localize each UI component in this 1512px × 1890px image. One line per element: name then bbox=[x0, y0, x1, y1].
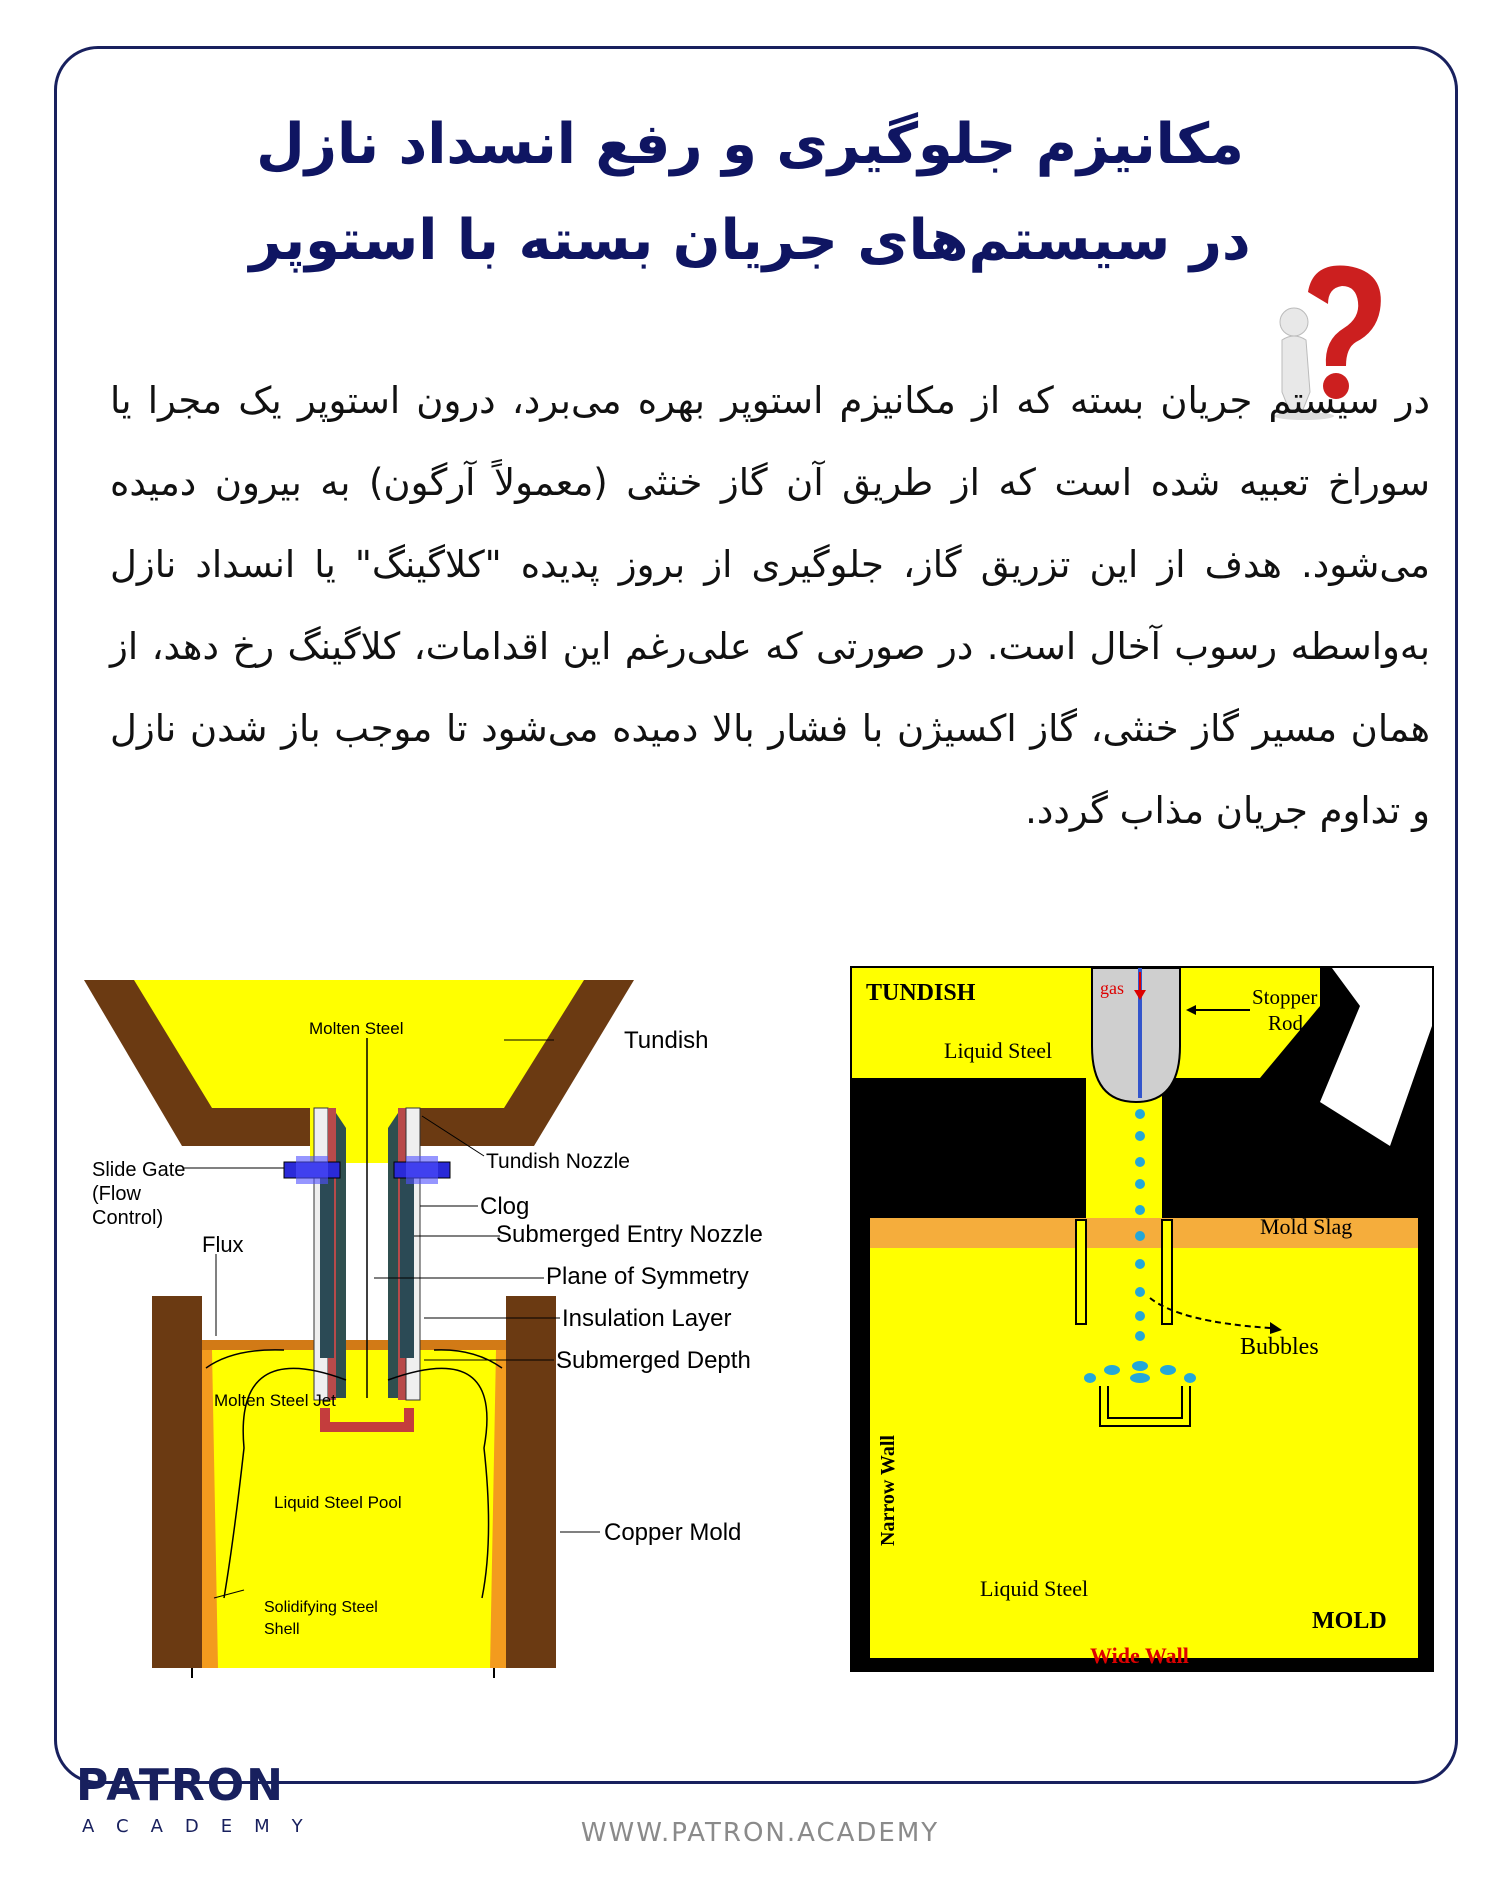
label-slide-gate: Slide Gate bbox=[92, 1159, 186, 1181]
website-url[interactable]: WWW.PATRON.ACADEMY bbox=[580, 1818, 940, 1848]
label-rod: Rod bbox=[1268, 1011, 1304, 1035]
label-solidifying-shell: Solidifying Steel bbox=[264, 1599, 378, 1616]
label-narrow-wall: Narrow Wall bbox=[877, 1435, 899, 1546]
label-submerged-depth: Submerged Depth bbox=[556, 1347, 751, 1374]
mold-wall-right bbox=[506, 1296, 556, 1668]
body-paragraph: در سیستم جریان بسته که از مکانیزم استوپر بهره می‌برد، درون استوپر یک مجرا یا سوراخ تعبیه شده است که از طریق آن گاز خنثی (معمولاً آرگون) به بیرون دمیده می‌شود. هدف از این تزریق گاز، جلوگیری از بروز پدیده "کلاگینگ" یا انسداد نازل به‌واسطه رسوب آخال است. در صورتی که علی‌رغم این اقدامات، کلاگینگ رخ دهد، از همان مسیر گاز خنثی، گاز اکسیژن با فشار بالا دمیده می‌شود تا موجب باز شدن نازل و تداوم جریان مذاب گردد. bbox=[110, 379, 1430, 832]
flux-layer bbox=[202, 1340, 506, 1350]
label-plane-of-symmetry: Plane of Symmetry bbox=[546, 1263, 749, 1290]
mold-steel bbox=[870, 1248, 1418, 1658]
label-slide-gate-2: (Flow bbox=[92, 1183, 141, 1205]
label-tundish: Tundish bbox=[624, 1027, 709, 1054]
label-tundish-nozzle: Tundish Nozzle bbox=[486, 1150, 630, 1173]
label-molten-steel: Molten Steel bbox=[309, 1019, 404, 1038]
label-flux: Flux bbox=[202, 1232, 244, 1257]
label-liquid-steel-bottom: Liquid Steel bbox=[980, 1576, 1089, 1601]
label-clog: Clog bbox=[480, 1193, 530, 1220]
mold-wall-left bbox=[152, 1296, 202, 1668]
label-molten-steel-jet: Molten Steel Jet bbox=[214, 1391, 336, 1410]
label-liquid-steel-top: Liquid Steel bbox=[944, 1038, 1053, 1063]
label-tundish-caps: TUNDISH bbox=[866, 980, 976, 1006]
label-solidifying-shell-2: Shell bbox=[264, 1621, 300, 1638]
label-wide-wall: Wide Wall bbox=[1090, 1643, 1189, 1668]
label-stopper: Stopper bbox=[1252, 985, 1318, 1009]
page-title-line-2: در سیستم‌های جریان بسته با استوپر bbox=[249, 208, 1251, 273]
label-mold: MOLD bbox=[1312, 1608, 1387, 1634]
sen-flow-diagram bbox=[84, 978, 814, 1688]
label-mold-slag: Mold Slag bbox=[1260, 1214, 1353, 1239]
logo-name: PATRON bbox=[76, 1760, 285, 1811]
logo-sub: ACADEMY bbox=[82, 1816, 325, 1837]
patron-logo bbox=[70, 1760, 370, 1860]
label-liquid-steel-pool: Liquid Steel Pool bbox=[274, 1493, 402, 1512]
stopper-gas-diagram bbox=[850, 966, 1434, 1672]
label-slide-gate-3: Control) bbox=[92, 1207, 164, 1229]
label-sen: Submerged Entry Nozzle bbox=[496, 1221, 763, 1248]
label-bubbles: Bubbles bbox=[1240, 1334, 1319, 1360]
page-title-line-1: مکانیزم جلوگیری و رفع انسداد نازل bbox=[256, 112, 1244, 177]
label-insulation-layer: Insulation Layer bbox=[562, 1305, 732, 1332]
label-copper-mold: Copper Mold bbox=[604, 1519, 742, 1546]
label-gas: gas bbox=[1100, 978, 1124, 998]
